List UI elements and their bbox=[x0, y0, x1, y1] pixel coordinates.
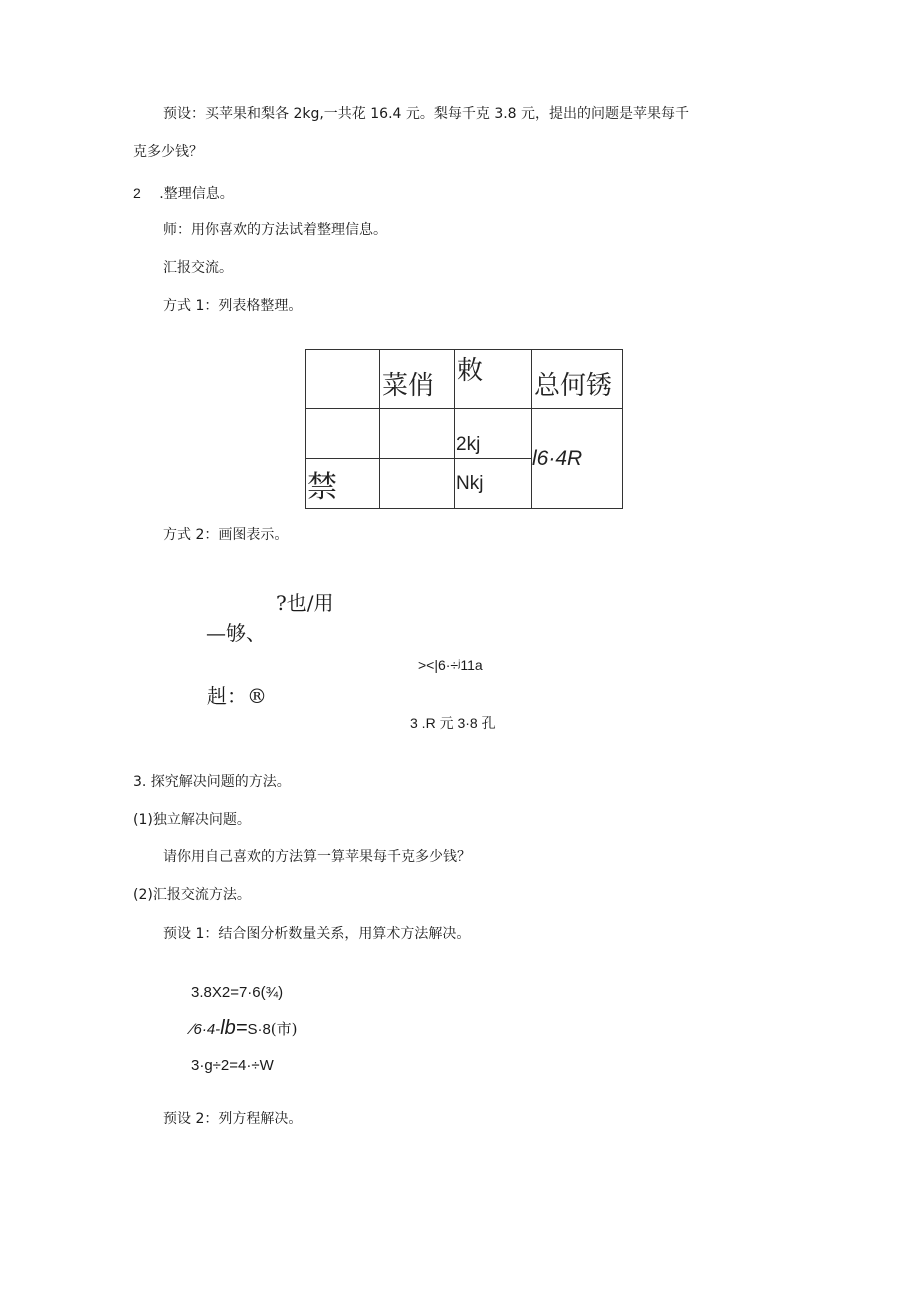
step2-number: 2 bbox=[133, 185, 141, 201]
equation-2 bbox=[191, 1018, 298, 1040]
step2-heading bbox=[133, 183, 234, 204]
table-cell-empty bbox=[380, 459, 455, 509]
info-table bbox=[305, 349, 623, 509]
preset1-line: 预设 1：结合图分析数量关系，用算术方法解决。 bbox=[163, 926, 471, 942]
step2-title: .整理信息。 bbox=[159, 186, 234, 202]
diagram-label-top: ?也/用 bbox=[276, 591, 334, 615]
table-header-total-price: 总何锈 bbox=[532, 350, 623, 409]
teacher-line: 师：用你喜欢的方法试着整理信息。 bbox=[163, 222, 387, 238]
sub1-heading: (1)独立解决问题。 bbox=[133, 812, 251, 828]
report-line: 汇报交流。 bbox=[163, 260, 233, 276]
table-row bbox=[306, 409, 623, 459]
table-cell-apple-quantity: 2kj bbox=[455, 409, 532, 459]
table-cell-total: l6·4R bbox=[532, 409, 623, 509]
sub2-heading: (2)汇报交流方法。 bbox=[133, 887, 251, 903]
paragraph-preset-line2: 克多少钱？ bbox=[133, 144, 203, 160]
diagram-label-right1: ><|6·÷ʲ11a bbox=[418, 657, 483, 673]
table-cell-empty bbox=[306, 409, 380, 459]
equation-1: 3.8X2=7·6(¾) bbox=[191, 984, 284, 1001]
table-cell-empty bbox=[380, 409, 455, 459]
diagram-label-left1: —够、 bbox=[206, 621, 266, 645]
step3-heading: 3. 探究解决问题的方法。 bbox=[133, 774, 291, 790]
equation-3: 3·g÷2=4·÷W bbox=[191, 1057, 274, 1074]
diagram-label-right2: 3 .R 元 3·8 孔 bbox=[410, 715, 496, 731]
equation-2-part-b: lb= bbox=[220, 1017, 248, 1039]
table-cell-empty bbox=[306, 350, 380, 409]
paragraph-preset-line1: 预设：买苹果和梨各 2kg,一共花 16.4 元。梨每千克 3.8 元，提出的问题是苹果每千 bbox=[163, 106, 690, 122]
method1-line: 方式 1：列表格整理。 bbox=[163, 298, 303, 314]
diagram-label-left2: 赳：® bbox=[207, 684, 267, 708]
method2-line: 方式 2：画图表示。 bbox=[163, 527, 289, 543]
table-cell-pear-quantity: Nkj bbox=[455, 459, 532, 509]
equation-2-part-c: S·8 bbox=[247, 1021, 271, 1038]
table-header-unit-price: 菜俏 bbox=[380, 350, 455, 409]
preset2-line: 预设 2：列方程解决。 bbox=[163, 1111, 303, 1127]
table-row bbox=[306, 350, 623, 409]
question-line: 请你用自己喜欢的方法算一算苹果每千克多少钱？ bbox=[163, 849, 471, 865]
table-cell-pear-label: 禁 bbox=[306, 459, 380, 509]
table-header-quantity: 敕 bbox=[455, 350, 532, 409]
equation-2-part-d: (市) bbox=[270, 1020, 298, 1038]
equation-2-part-a: ∕6·4- bbox=[191, 1021, 221, 1038]
